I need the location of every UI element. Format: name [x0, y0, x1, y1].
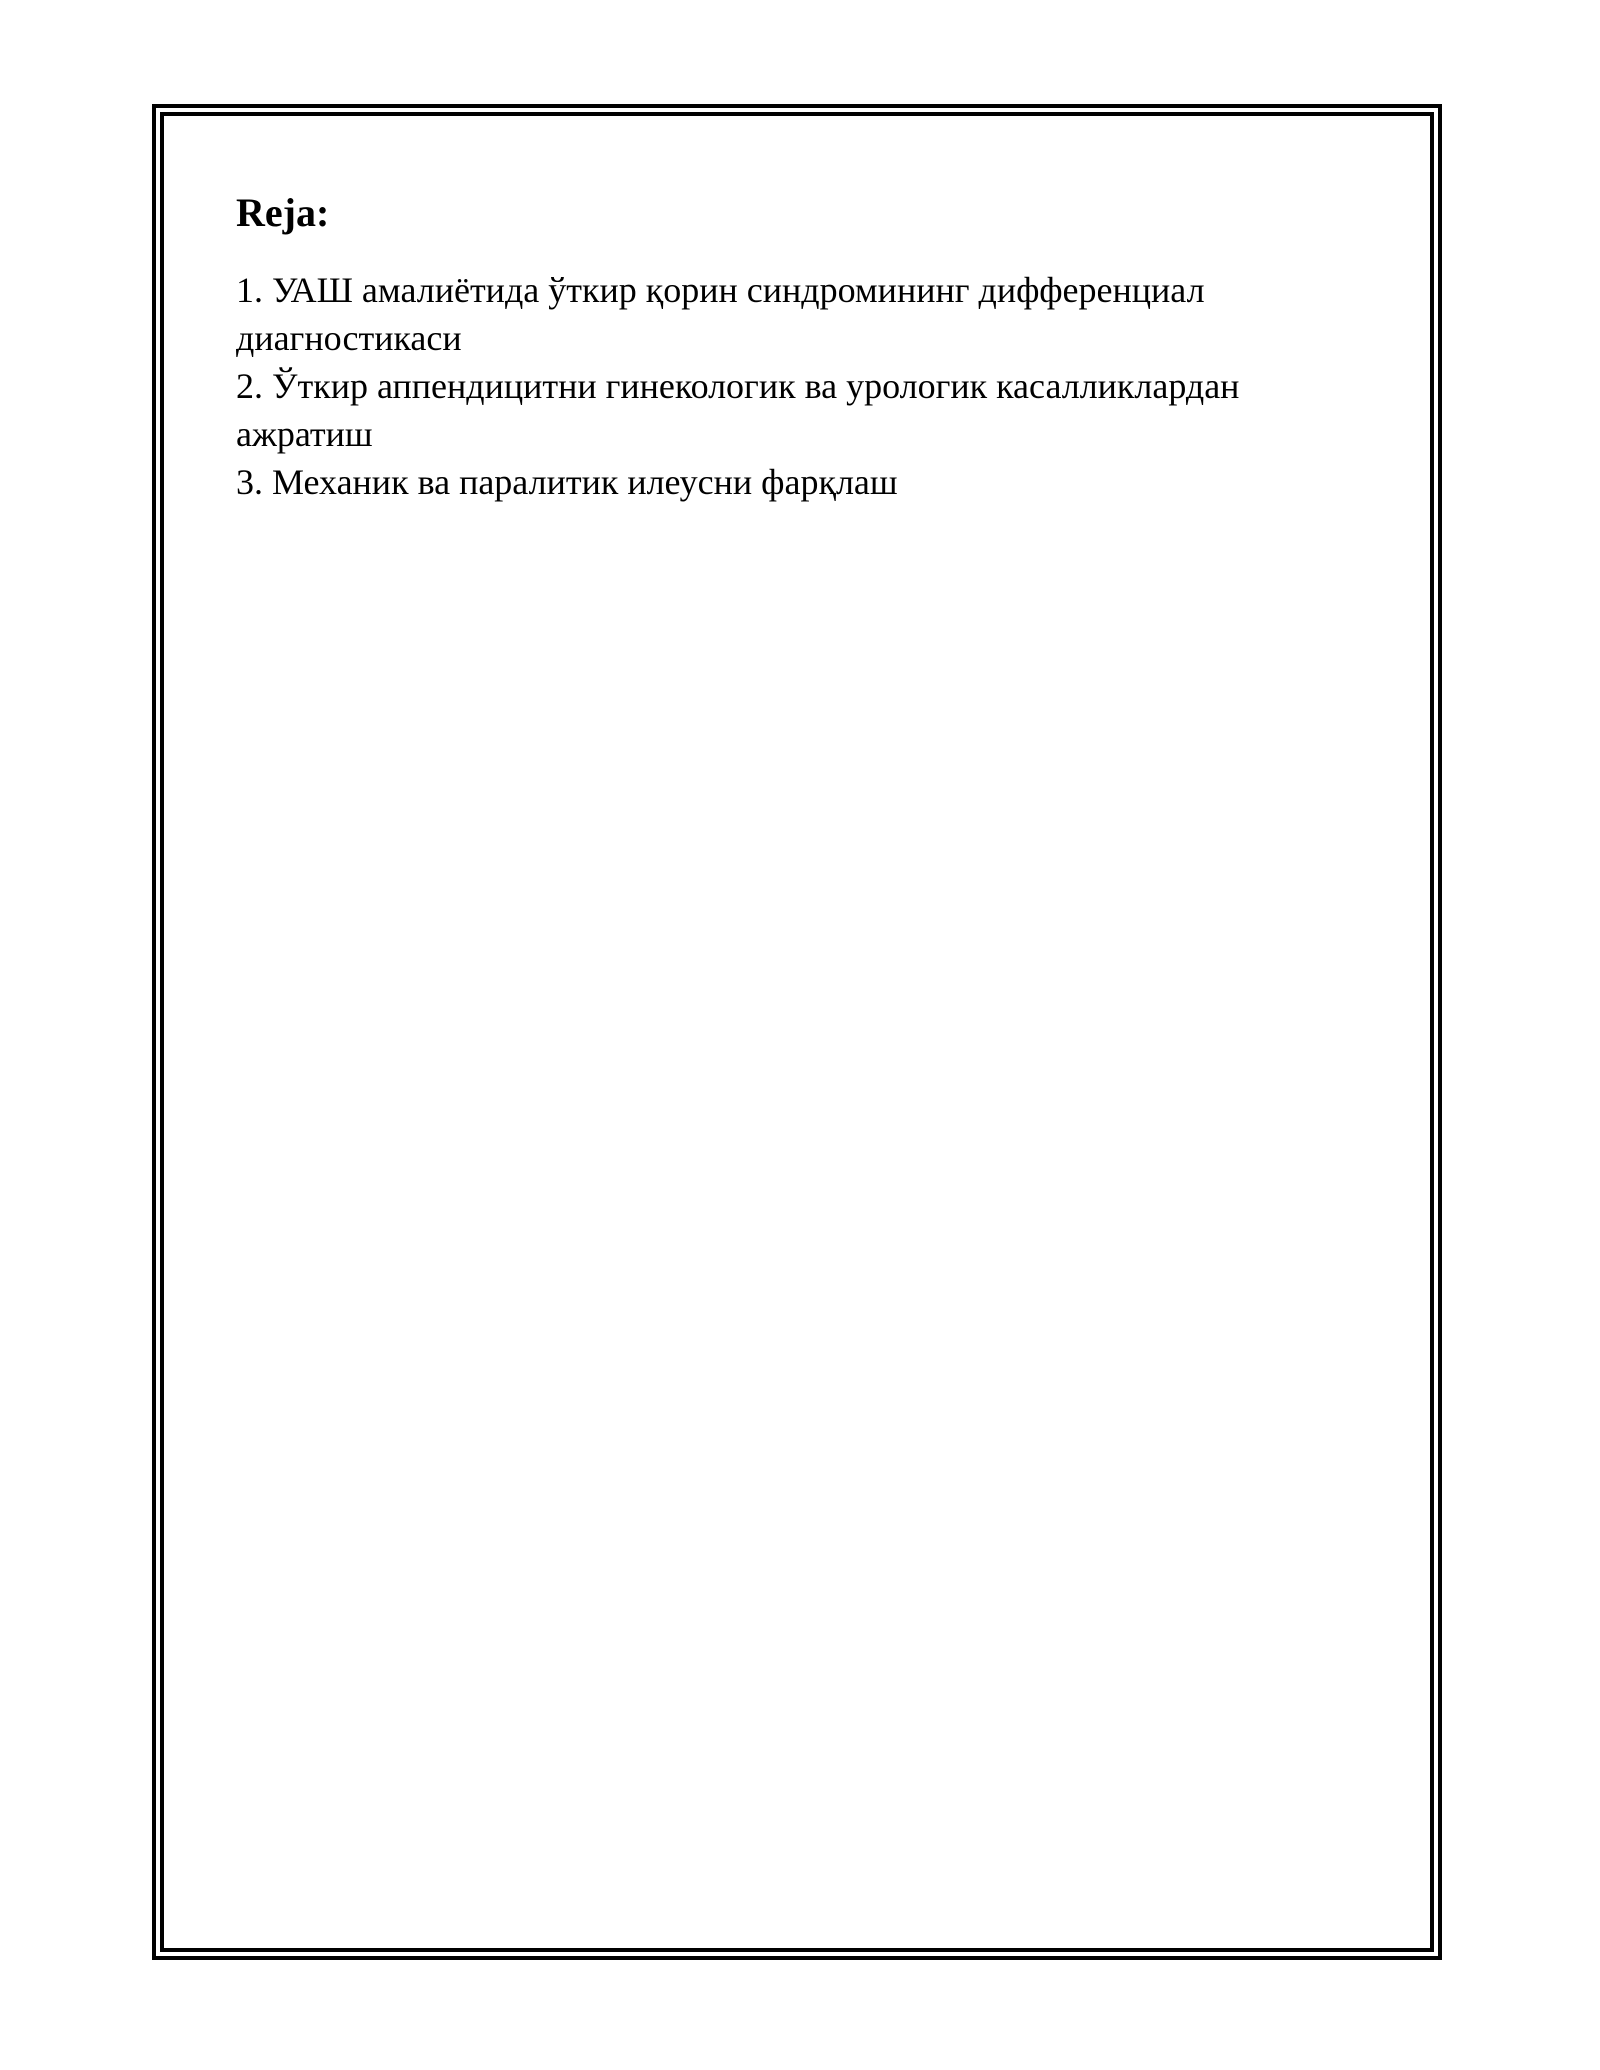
plan-item-2: 2. Ўткир аппендицитни гинекологик ва урологик касалликлардан ажратиш: [236, 366, 1240, 454]
plan-list: [236, 266, 1386, 506]
plan-item-1: 1. УАШ амалиётида ўткир қорин синдромининг дифференциал диагностикаси: [236, 270, 1205, 358]
plan-item-3: 3. Механик ва паралитик илеусни фарқлаш: [236, 462, 898, 502]
plan-heading: Reja:: [236, 190, 330, 235]
document-content: [236, 186, 1386, 506]
